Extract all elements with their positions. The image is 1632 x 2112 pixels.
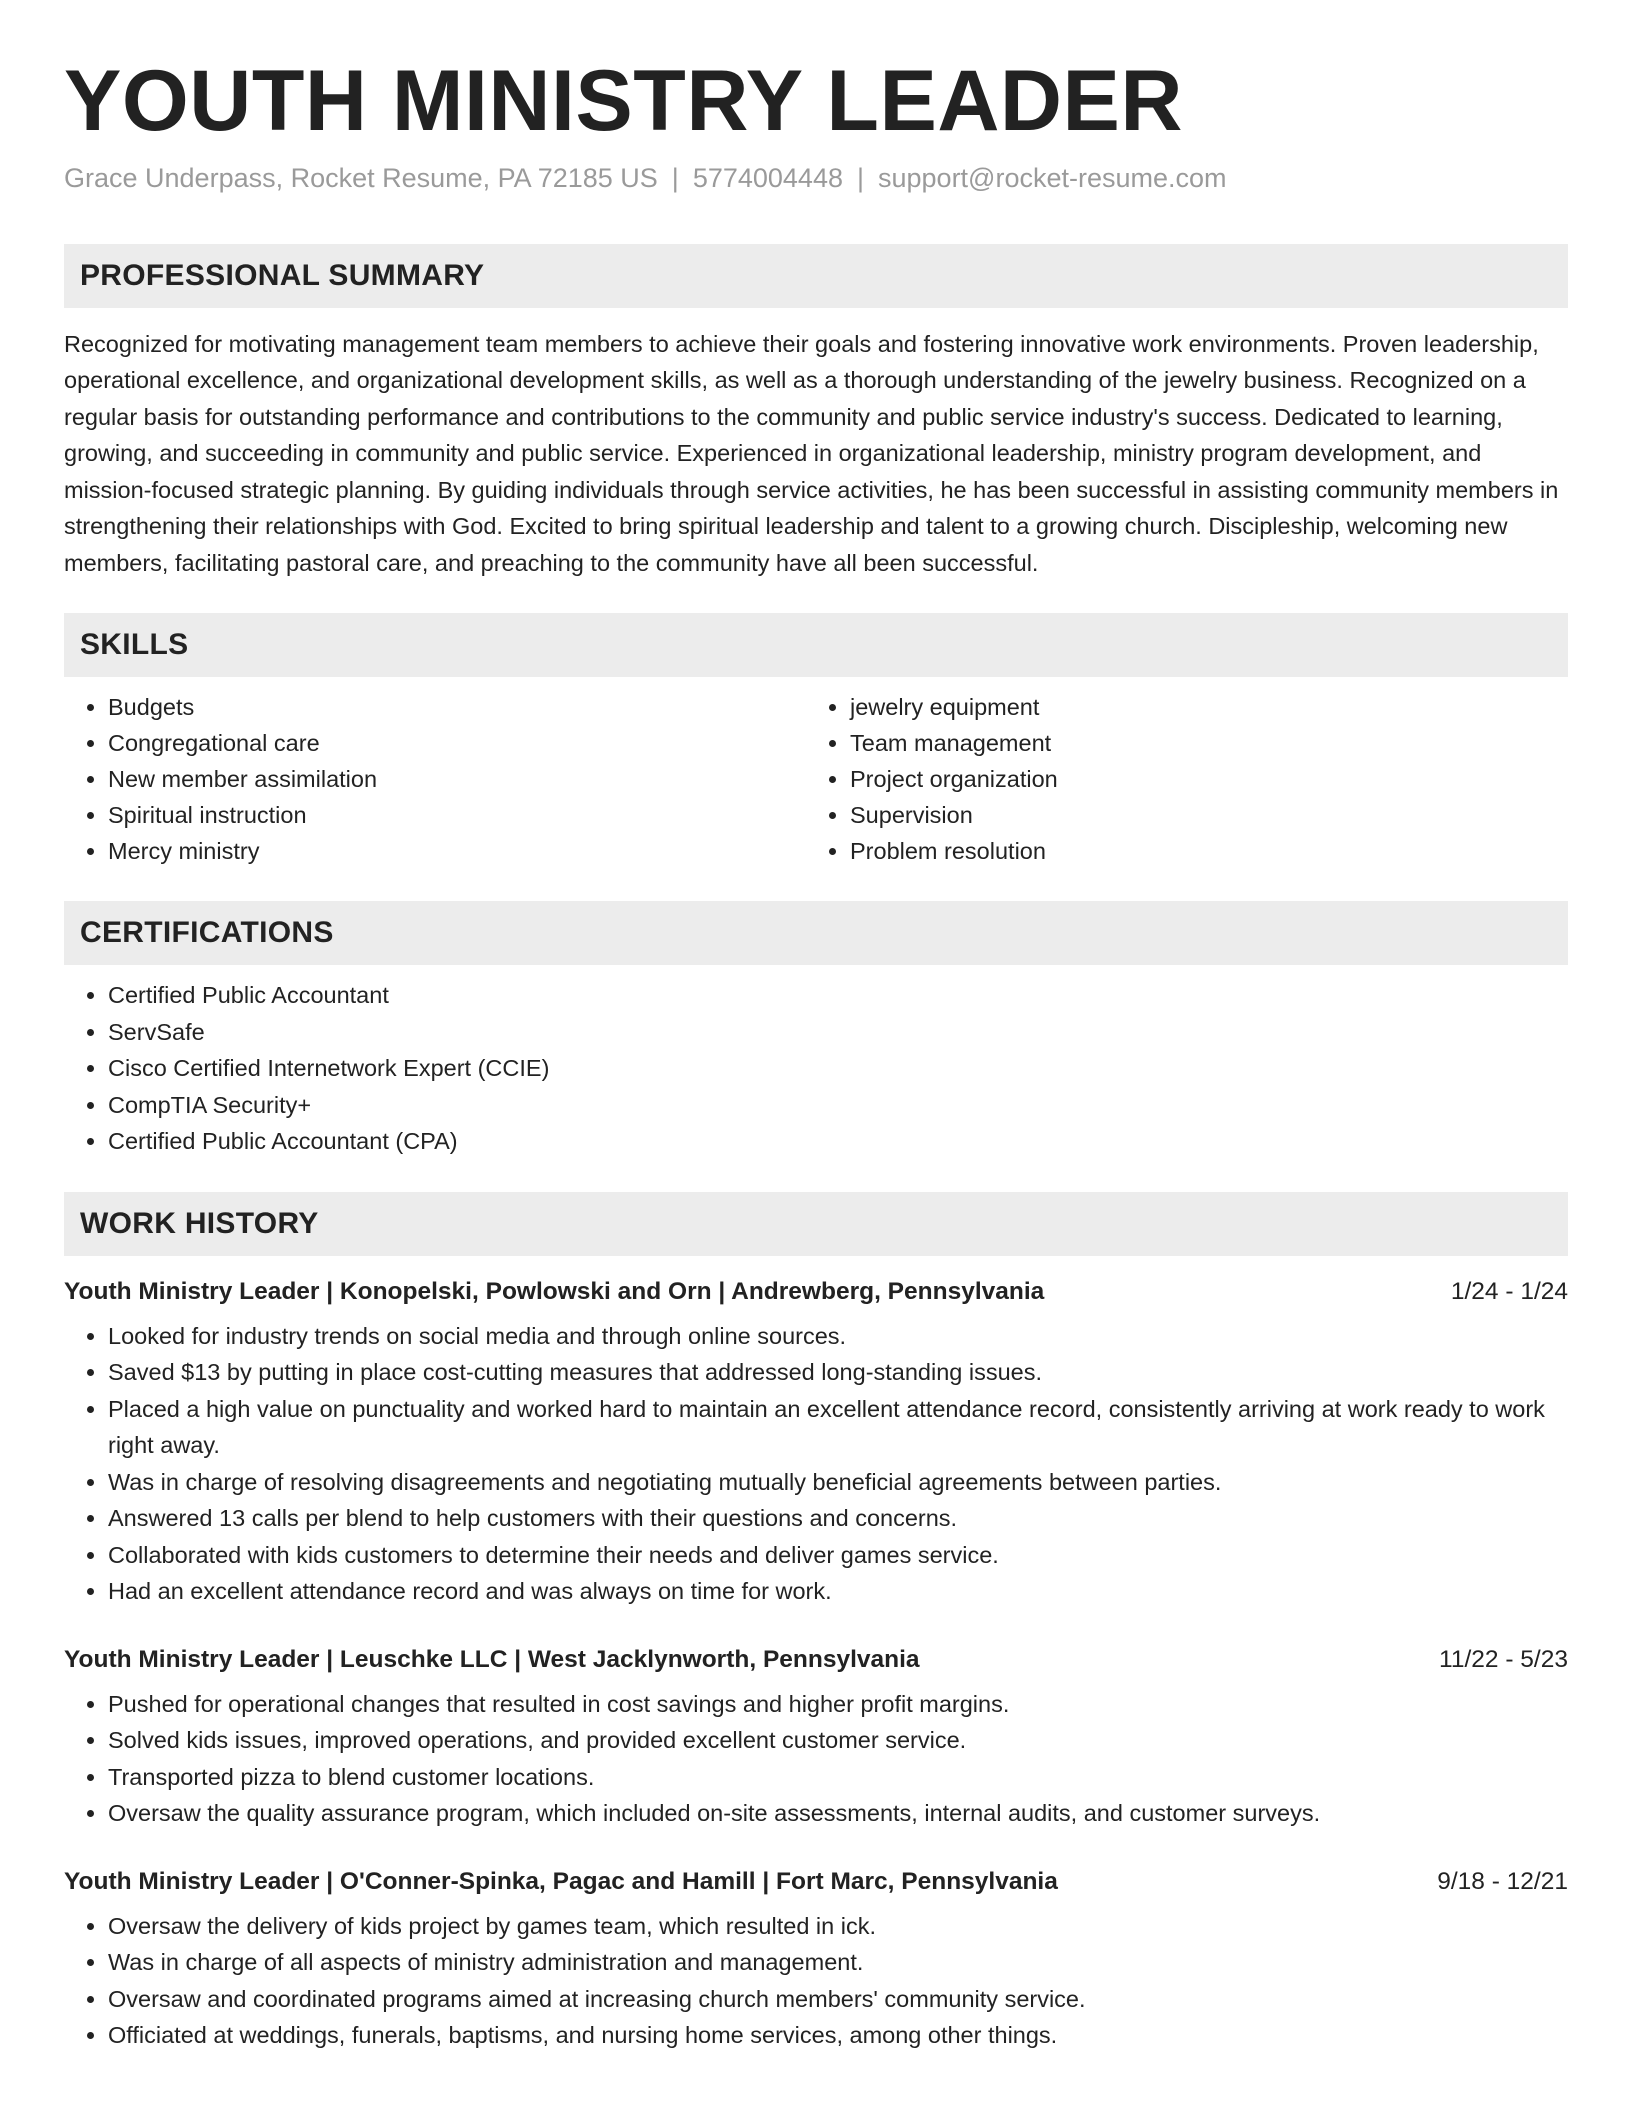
contact-separator: | <box>856 162 864 193</box>
address: Grace Underpass, Rocket Resume, PA 72185 US <box>64 162 658 193</box>
list-item: • Looked for industry trends on social media and through online sources. <box>108 1318 1568 1355</box>
section-heading-skills: SKILLS <box>64 613 1568 677</box>
skills-column-right <box>806 689 1568 869</box>
skills-column-left <box>64 689 806 869</box>
job-title: Youth Ministry Leader | Konopelski, Powlowski and Orn | Andrewberg, Pennsylvania <box>64 1277 1045 1305</box>
list-item: • Budgets <box>108 689 806 725</box>
email-link[interactable]: support@rocket-resume.com <box>878 162 1227 193</box>
list-item: • Placed a high value on punctuality and worked hard to maintain an excellent attendance record, consistently arriving at work ready to work right away. <box>108 1391 1568 1464</box>
list-item: • Pushed for operational changes that resulted in cost savings and higher profit margins. <box>108 1686 1568 1723</box>
job-entry <box>64 1278 1568 1610</box>
job-title: Youth Ministry Leader | O'Conner-Spinka, Pagac and Hamill | Fort Marc, Pennsylvania <box>64 1867 1058 1895</box>
list-item: • Answered 13 calls per blend to help customers with their questions and concerns. <box>108 1500 1568 1537</box>
job-bullets <box>64 1318 1568 1610</box>
list-item: • Oversaw the quality assurance program, which included on-site assessments, internal audits, and customer surveys. <box>108 1795 1568 1832</box>
job-header <box>64 1278 1568 1306</box>
list-item: • Was in charge of resolving disagreements and negotiating mutually beneficial agreements between parties. <box>108 1464 1568 1501</box>
list-item: • Saved $13 by putting in place cost-cutting measures that addressed long-standing issues. <box>108 1354 1568 1391</box>
job-entry <box>64 1868 1568 2054</box>
certifications-list <box>64 977 1568 1160</box>
list-item: • Certified Public Accountant <box>108 977 1568 1014</box>
list-item: • Solved kids issues, improved operations, and provided excellent customer service. <box>108 1722 1568 1759</box>
list-item: • Was in charge of all aspects of ministry administration and management. <box>108 1944 1568 1981</box>
list-item: • Team management <box>850 725 1568 761</box>
job-dates: 11/22 - 5/23 <box>1439 1645 1568 1673</box>
contact-line <box>64 163 1568 194</box>
list-item: • jewelry equipment <box>850 689 1568 725</box>
list-item: • Congregational care <box>108 725 806 761</box>
job-dates: 9/18 - 12/21 <box>1437 1867 1568 1895</box>
list-item: • Had an excellent attendance record and was always on time for work. <box>108 1573 1568 1610</box>
list-item: • Collaborated with kids customers to determine their needs and deliver games service. <box>108 1537 1568 1574</box>
list-item: • Officiated at weddings, funerals, baptisms, and nursing home services, among other things. <box>108 2017 1568 2054</box>
contact-separator: | <box>671 162 679 193</box>
job-dates: 1/24 - 1/24 <box>1450 1277 1568 1305</box>
job-header <box>64 1646 1568 1674</box>
list-item: • ServSafe <box>108 1014 1568 1051</box>
list-item: • Oversaw and coordinated programs aimed at increasing church members' community service. <box>108 1981 1568 2018</box>
list-item: • Problem resolution <box>850 833 1568 869</box>
list-item: • Oversaw the delivery of kids project by games team, which resulted in ick. <box>108 1908 1568 1945</box>
list-item: • New member assimilation <box>108 761 806 797</box>
section-heading-work-history: WORK HISTORY <box>64 1192 1568 1256</box>
job-entry <box>64 1646 1568 1832</box>
list-item: • Cisco Certified Internetwork Expert (CCIE) <box>108 1050 1568 1087</box>
phone: 5774004448 <box>692 162 843 193</box>
skills-list <box>64 689 1568 869</box>
summary-text: Recognized for motivating management team members to achieve their goals and fostering innovative work environments. Proven leadership, operational excellence, and organizational development skills, as well as a thorough understanding of the jewelry business. Recognized on a regular basis for outstanding performance and contributions to the community and public service industry's success. Dedicated to learning, growing, and succeeding in community and public service. Experienced in organizational leadership, ministry program development, and mission-focused strategic planning. By guiding individuals through service activities, he has been successful in assisting community members in strengthening their relationships with God. Excited to bring spiritual leadership and talent to a growing church. Discipleship, welcoming new members, facilitating pastoral care, and preaching to the community have all been successful. <box>64 330 1559 576</box>
section-heading-summary: PROFESSIONAL SUMMARY <box>64 244 1568 308</box>
list-item: • Certified Public Accountant (CPA) <box>108 1123 1568 1160</box>
job-bullets <box>64 1686 1568 1832</box>
list-item: • Project organization <box>850 761 1568 797</box>
job-header <box>64 1868 1568 1896</box>
list-item: • CompTIA Security+ <box>108 1087 1568 1124</box>
list-item: • Supervision <box>850 797 1568 833</box>
list-item: • Spiritual instruction <box>108 797 806 833</box>
job-bullets <box>64 1908 1568 2054</box>
page-title: YOUTH MINISTRY LEADER <box>64 53 1184 149</box>
list-item: • Mercy ministry <box>108 833 806 869</box>
list-item: • Transported pizza to blend customer locations. <box>108 1759 1568 1796</box>
section-heading-certifications: CERTIFICATIONS <box>64 901 1568 965</box>
job-title: Youth Ministry Leader | Leuschke LLC | West Jacklynworth, Pennsylvania <box>64 1645 920 1673</box>
